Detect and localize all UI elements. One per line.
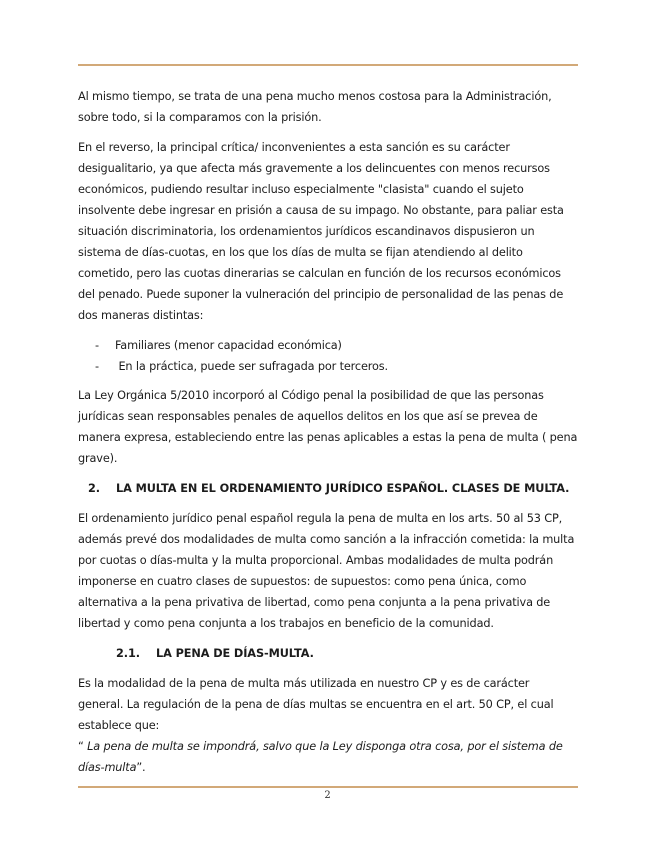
quote-close: ”. bbox=[136, 761, 146, 774]
section-title: LA MULTA EN EL ORDENAMIENTO JURÍDICO ESPAÑOL. CLASES DE MULTA. bbox=[116, 482, 570, 495]
document-body bbox=[78, 86, 578, 787]
subsection-title: LA PENA DE DÍAS-MULTA. bbox=[156, 647, 314, 660]
list-item-text: En la práctica, puede ser sufragada por terceros. bbox=[115, 360, 388, 373]
paragraph-3: La Ley Orgánica 5/2010 incorporó al Código penal la posibilidad de que las personas jurídicas sean responsables penales de aquellos delitos en los que así se prevea de manera expresa, estableciendo entre las penas aplicables a estas la pena de multa ( pena grave). bbox=[78, 389, 578, 465]
list-item-text: Familiares (menor capacidad económica) bbox=[115, 339, 342, 352]
list-item bbox=[78, 356, 578, 377]
list-dash: - bbox=[95, 360, 99, 373]
footer-rule bbox=[78, 786, 578, 788]
list-dash: - bbox=[95, 339, 99, 352]
dash-list bbox=[78, 335, 578, 377]
paragraph-5-text: Es la modalidad de la pena de multa más utilizada en nuestro CP y es de carácter general. La regulación de la pena de días multas se encuentra en el art. 50 CP, el cual establece que: bbox=[78, 677, 554, 732]
paragraph-2: En el reverso, la principal crítica/ inconvenientes a esta sanción es su carácter desigualitario, ya que afecta más gravemente a los delincuentes con menos recursos económicos, pudiendo resultar incluso especialmente "clasista" cuando el sujeto insolvente debe ingresar en prisión a causa de su impago. No obstante, para paliar esta situación discriminatoria, los ordenamientos jurídicos escandinavos dispusieron un sistema de días-cuotas, en los que los días de multa se fijan atendiendo al delito cometido, pero las cuotas dinerarias se calculan en función de los recursos económicos del penado. Puede suponer la vulneración del principio de personalidad de las penas de dos maneras distintas: bbox=[78, 141, 564, 322]
subsection-heading-2-1 bbox=[78, 643, 578, 664]
page-number: 2 bbox=[324, 790, 331, 801]
quote-open: “ bbox=[78, 740, 88, 753]
subsection-number: 2.1. bbox=[116, 647, 140, 660]
legal-quote: La pena de multa se impondrá, salvo que la Ley disponga otra cosa, por el sistema de días-multa bbox=[78, 740, 563, 774]
header-rule bbox=[78, 64, 578, 66]
paragraph-4: El ordenamiento jurídico penal español regula la pena de multa en los arts. 50 al 53 CP, además prevé dos modalidades de multa como sanción a la infracción cometida: la multa por cuotas o días-multa y la multa proporcional. Ambas modalidades de multa podrán imponerse en cuatro clases de supuestos: de supuestos: como pena única, como alternativa a la pena privativa de libertad, como pena conjunta a la pena privativa de libertad y como pena conjunta a los trabajos en beneficio de la comunidad. bbox=[78, 512, 575, 630]
list-item bbox=[78, 335, 578, 356]
section-number: 2. bbox=[88, 482, 100, 495]
paragraph-1: Al mismo tiempo, se trata de una pena mucho menos costosa para la Administración, sobre todo, si la comparamos con la prisión. bbox=[78, 90, 552, 124]
paragraph-5 bbox=[78, 673, 578, 778]
section-heading-2 bbox=[78, 478, 578, 499]
